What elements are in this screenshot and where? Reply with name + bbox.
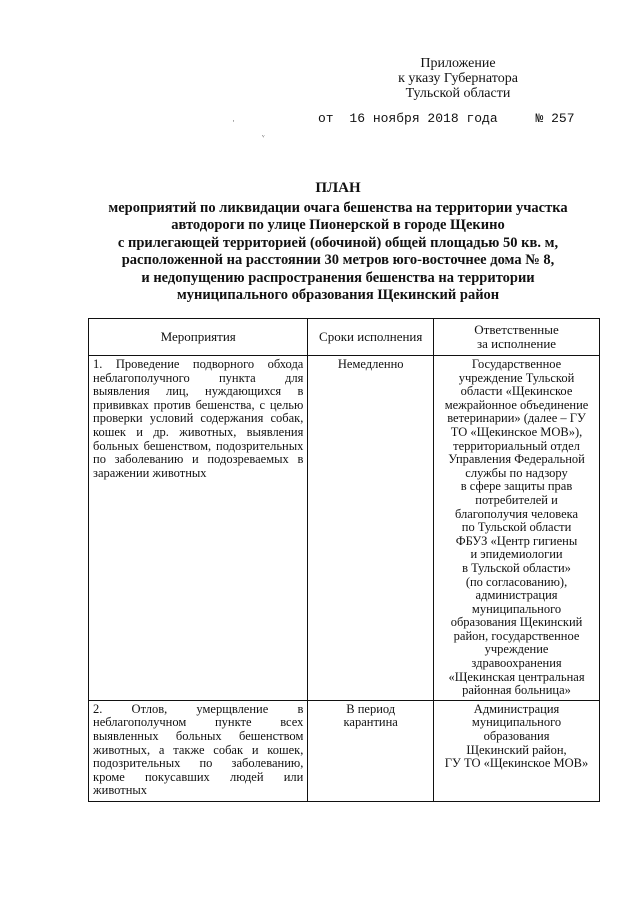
responsible-line: Администрация xyxy=(473,701,560,716)
action-cell: 1. Проведение подворного обхода неблагополучного пункта для выявления лиц, нуждающихся в прививках против бешенства, с целью проверки условий содержания собак, кошек и др. животных, выявления больных бешенством, подозрительных по заболеванию и подозреваемых в заражении животных xyxy=(89,356,308,701)
responsible-line: по Тульской области xyxy=(461,520,572,535)
title-line: муниципального образования Щекинский район xyxy=(176,287,500,303)
responsible-line: в Тульской области» xyxy=(462,560,571,575)
action-cell: 2. Отлов, умерщвление в неблагополучном пункте всех выявленных больных бешенством животных, а также собак и кошек, подозрительных по заболеванию, кроме покусавших людей или животных xyxy=(89,700,308,801)
header-responsible xyxy=(434,319,600,356)
responsible-line: учреждение Тульской xyxy=(458,370,575,385)
responsible-line: области «Щекинское xyxy=(460,384,573,399)
responsible-line: образования xyxy=(483,729,550,744)
table-row xyxy=(89,700,600,801)
title-line: расположенной на расстоянии 30 метров юго-восточнее дома № 8, xyxy=(121,252,555,268)
responsible-line: потребителей и xyxy=(475,492,558,507)
responsible-line: образования Щекинский xyxy=(450,615,583,630)
title-heading: ПЛАН xyxy=(315,180,361,196)
term-line: Немедленно xyxy=(337,357,404,371)
decree-number-sign: № xyxy=(535,111,544,126)
term-cell xyxy=(308,700,434,801)
term-line: карантина xyxy=(343,715,398,730)
responsible-line: администрация xyxy=(475,588,558,603)
responsible-line: в сфере защиты прав xyxy=(460,479,573,494)
decree-reference xyxy=(318,111,575,127)
appendix-line-3: Тульской области xyxy=(405,86,511,101)
responsible-line: и эпидемиологии xyxy=(470,547,563,562)
appendix-line-1: Приложение xyxy=(420,56,496,71)
decree-prefix: от xyxy=(318,111,334,126)
responsible-line: (по согласованию), xyxy=(465,574,568,589)
responsible-line: муниципального xyxy=(471,601,562,616)
responsible-line: Государственное xyxy=(471,357,562,371)
term-line: В период xyxy=(346,701,396,716)
responsible-line: муниципального xyxy=(471,715,562,730)
responsible-line: район, государственное xyxy=(453,628,580,643)
decree-date: 16 ноября 2018 года xyxy=(349,111,498,126)
table-header-row xyxy=(89,319,600,356)
title-line: и недопущению распространения бешенства на территории xyxy=(141,269,535,286)
responsible-line: районная больница» xyxy=(462,683,571,698)
header-responsible-line-2: за исполнение xyxy=(476,336,557,351)
header-responsible-line-1: Ответственные xyxy=(474,322,559,337)
decree-number: 257 xyxy=(551,111,575,126)
responsible-line: службы по надзору xyxy=(465,465,568,480)
responsible-line: учреждение xyxy=(484,642,549,657)
title-line: мероприятий по ликвидации очага бешенства на территории участка xyxy=(108,199,568,216)
header-actions: Мероприятия xyxy=(89,319,308,356)
plan-table xyxy=(88,318,600,802)
responsible-cell xyxy=(434,700,600,801)
responsible-line: Щекинский район, xyxy=(466,742,567,757)
responsible-line: межрайонное объединение xyxy=(444,397,589,412)
table-row xyxy=(89,356,600,701)
document-title xyxy=(90,180,586,305)
responsible-line: «Щекинская центральная xyxy=(448,669,585,684)
scan-speck: ᵛ xyxy=(262,132,265,142)
responsible-line: ФБУЗ «Центр гигиены xyxy=(455,533,578,548)
responsible-line: территориальный отдел xyxy=(453,438,580,453)
responsible-line: Управления Федеральной xyxy=(448,452,585,467)
header-terms: Сроки исполнения xyxy=(308,319,434,356)
responsible-line: благополучия человека xyxy=(454,506,579,521)
title-line: с прилегающей территорией (обочиной) общей площадью 50 кв. м, xyxy=(117,234,559,251)
title-line: автодороги по улице Пионерской в городе Щекино xyxy=(171,217,505,233)
term-cell xyxy=(308,356,434,701)
responsible-line: ветеринарии» (далее – ГУ xyxy=(447,411,586,426)
responsible-line: ГУ ТО «Щекинское МОВ» xyxy=(444,756,589,771)
responsible-line: здравоохранения xyxy=(471,656,562,671)
appendix-header xyxy=(388,56,528,101)
appendix-line-2: к указу Губернатора xyxy=(398,71,518,86)
responsible-cell xyxy=(434,356,600,701)
responsible-line: ТО «Щекинское МОВ»), xyxy=(450,424,583,439)
scan-speck: · xyxy=(232,116,235,126)
